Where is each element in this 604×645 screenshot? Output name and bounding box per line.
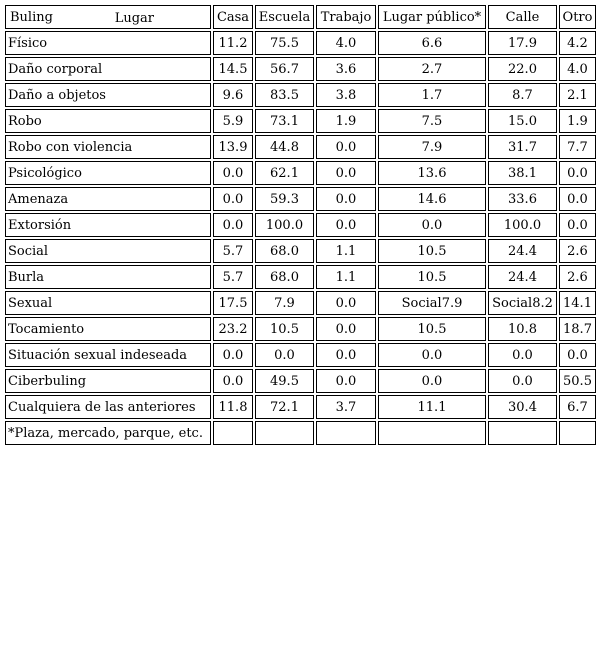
column-header-trabajo: Trabajo [316,5,376,29]
cell-value: 0.0 [316,187,376,211]
cell-value: 17.9 [488,31,557,55]
bullying-location-table [3,3,598,447]
table-row [5,187,596,211]
cell-value: 1.9 [316,109,376,133]
cell-value: 11.8 [213,395,253,419]
row-label: Burla [5,265,211,289]
cell-value: 4.0 [559,57,596,81]
cell-value: 75.5 [255,31,314,55]
cell-value: 49.5 [255,369,314,393]
cell-value: 1.7 [378,83,486,107]
cell-value: 0.0 [316,213,376,237]
cell-value: 2.1 [559,83,596,107]
row-label: Físico [5,31,211,55]
empty-cell [488,421,557,445]
cell-value: 3.8 [316,83,376,107]
cell-value: 10.5 [255,317,314,341]
empty-cell [255,421,314,445]
cell-value: 72.1 [255,395,314,419]
cell-value: 7.5 [378,109,486,133]
cell-value: 0.0 [316,343,376,367]
table-row [5,57,596,81]
cell-value: 3.6 [316,57,376,81]
cell-value: 0.0 [316,135,376,159]
cell-value: 14.6 [378,187,486,211]
cell-value: Social8.2 [488,291,557,315]
row-label: Sexual [5,291,211,315]
table-row [5,291,596,315]
cell-value: 100.0 [488,213,557,237]
empty-cell [213,421,253,445]
cell-value: 0.0 [559,343,596,367]
row-label: Robo con violencia [5,135,211,159]
cell-value: Social7.9 [378,291,486,315]
cell-value: 3.7 [316,395,376,419]
corner-header-cell [5,5,211,29]
table-row [5,161,596,185]
empty-cell [316,421,376,445]
cell-value: 11.1 [378,395,486,419]
cell-value: 2.6 [559,239,596,263]
cell-value: 9.6 [213,83,253,107]
column-header-casa: Casa [213,5,253,29]
cell-value: 0.0 [559,187,596,211]
cell-value: 24.4 [488,239,557,263]
cell-value: 4.0 [316,31,376,55]
table-row [5,369,596,393]
cell-value: 5.9 [213,109,253,133]
table-row [5,239,596,263]
cell-value: 7.7 [559,135,596,159]
cell-value: 13.9 [213,135,253,159]
cell-value: 68.0 [255,265,314,289]
cell-value: 22.0 [488,57,557,81]
cell-value: 11.2 [213,31,253,55]
row-label: Amenaza [5,187,211,211]
column-header-escuela: Escuela [255,5,314,29]
cell-value: 2.7 [378,57,486,81]
column-header-otro: Otro [559,5,596,29]
corner-label-lugar: Lugar [114,11,154,26]
cell-value: 13.6 [378,161,486,185]
cell-value: 0.0 [488,343,557,367]
row-label: Tocamiento [5,317,211,341]
cell-value: 8.7 [488,83,557,107]
cell-value: 18.7 [559,317,596,341]
row-label: Robo [5,109,211,133]
cell-value: 73.1 [255,109,314,133]
cell-value: 24.4 [488,265,557,289]
cell-value: 0.0 [213,369,253,393]
cell-value: 17.5 [213,291,253,315]
cell-value: 10.8 [488,317,557,341]
cell-value: 5.7 [213,239,253,263]
cell-value: 0.0 [213,187,253,211]
table-row [5,213,596,237]
cell-value: 0.0 [378,343,486,367]
table-row [5,135,596,159]
cell-value: 5.7 [213,265,253,289]
cell-value: 4.2 [559,31,596,55]
empty-cell [378,421,486,445]
cell-value: 10.5 [378,317,486,341]
row-label: Daño corporal [5,57,211,81]
footnote: *Plaza, mercado, parque, etc. [5,421,211,445]
cell-value: 0.0 [316,161,376,185]
cell-value: 14.5 [213,57,253,81]
cell-value: 6.6 [378,31,486,55]
cell-value: 6.7 [559,395,596,419]
cell-value: 0.0 [255,343,314,367]
cell-value: 1.1 [316,239,376,263]
row-label: Psicológico [5,161,211,185]
cell-value: 38.1 [488,161,557,185]
cell-value: 0.0 [316,317,376,341]
cell-value: 0.0 [213,213,253,237]
cell-value: 15.0 [488,109,557,133]
cell-value: 33.6 [488,187,557,211]
cell-value: 0.0 [316,291,376,315]
cell-value: 0.0 [378,369,486,393]
table-row [5,265,596,289]
table-row [5,109,596,133]
column-header-calle: Calle [488,5,557,29]
cell-value: 2.6 [559,265,596,289]
cell-value: 10.5 [378,239,486,263]
cell-value: 0.0 [213,161,253,185]
cell-value: 100.0 [255,213,314,237]
cell-value: 0.0 [316,369,376,393]
table-row [5,343,596,367]
cell-value: 31.7 [488,135,557,159]
table-row [5,395,596,419]
cell-value: 56.7 [255,57,314,81]
footnote-row [5,421,596,445]
cell-value: 10.5 [378,265,486,289]
header-row [5,5,596,29]
cell-value: 50.5 [559,369,596,393]
table-row [5,317,596,341]
row-label: Social [5,239,211,263]
cell-value: 0.0 [488,369,557,393]
cell-value: 30.4 [488,395,557,419]
row-label: Situación sexual indeseada [5,343,211,367]
row-label: Cualquiera de las anteriores [5,395,211,419]
cell-value: 83.5 [255,83,314,107]
cell-value: 62.1 [255,161,314,185]
cell-value: 44.8 [255,135,314,159]
row-label: Daño a objetos [5,83,211,107]
empty-cell [559,421,596,445]
corner-label-buling: Buling [10,10,53,25]
cell-value: 0.0 [559,213,596,237]
cell-value: 1.1 [316,265,376,289]
cell-value: 14.1 [559,291,596,315]
cell-value: 0.0 [213,343,253,367]
table-row [5,83,596,107]
cell-value: 59.3 [255,187,314,211]
row-label: Ciberbuling [5,369,211,393]
cell-value: 0.0 [378,213,486,237]
cell-value: 68.0 [255,239,314,263]
cell-value: 1.9 [559,109,596,133]
column-header-lugar-publico: Lugar público* [378,5,486,29]
table-row [5,31,596,55]
row-label: Extorsión [5,213,211,237]
cell-value: 7.9 [378,135,486,159]
cell-value: 0.0 [559,161,596,185]
cell-value: 7.9 [255,291,314,315]
cell-value: 23.2 [213,317,253,341]
